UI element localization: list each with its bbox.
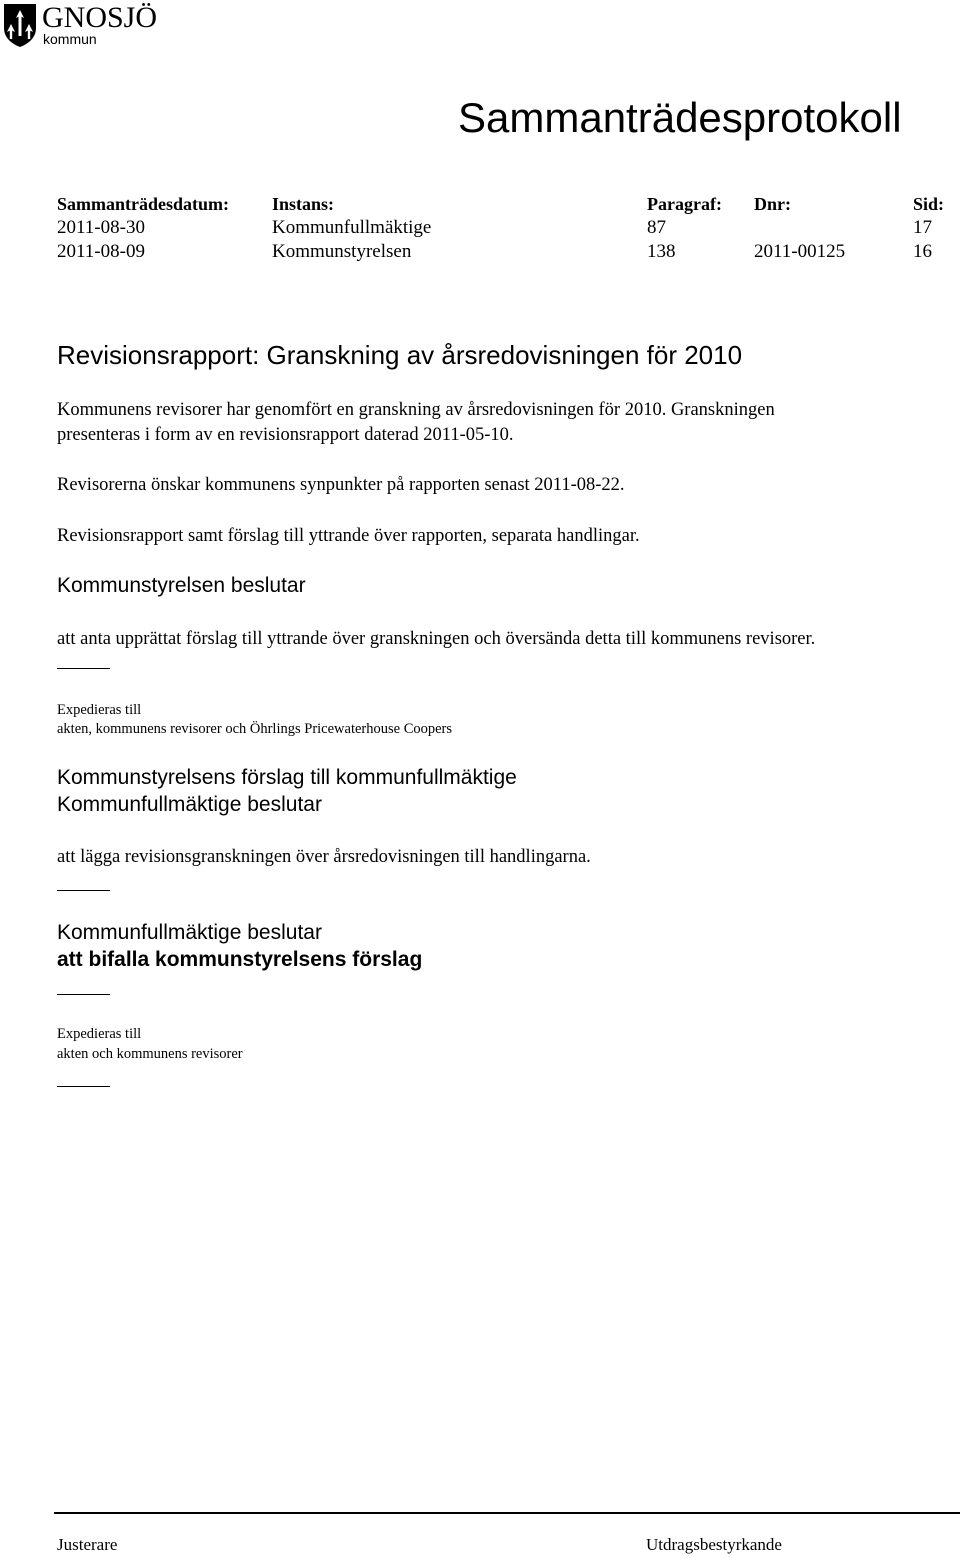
meta-row-paragraph: 138 (647, 241, 676, 262)
body-paragraph: Kommunens revisorer har genomfört en granskning av årsredovisningen för 2010. Granskningen (57, 400, 775, 420)
meta-header-dnr: Dnr: (754, 194, 791, 214)
distribution-label: Expedieras till (57, 1026, 142, 1042)
meta-row-paragraph: 87 (647, 217, 666, 238)
meta-row-page: 16 (913, 241, 932, 262)
meta-row-page: 17 (913, 217, 932, 238)
section-heading: Revisionsrapport: Granskning av årsredovisningen för 2010 (57, 340, 743, 370)
meta-header-page: Sid: (913, 194, 945, 214)
logo-subtitle: kommun (43, 31, 97, 47)
footer-certification-label: Utdragsbestyrkande (646, 1535, 782, 1554)
distribution-recipients: akten och kommunens revisorer (57, 1046, 243, 1062)
meta-row-date: 2011-08-30 (57, 217, 145, 238)
decision-text: att anta upprättat förslag till yttrande över granskningen och översända detta till kommunens revisorer. (57, 629, 816, 649)
separator-rule (57, 668, 110, 669)
decision-text-bold: att bifalla kommunstyrelsens förslag (57, 948, 423, 971)
decision-heading: Kommunstyrelsen beslutar (57, 574, 306, 597)
coat-of-arms-icon (2, 2, 38, 48)
body-paragraph: presenteras i form av en revisionsrapport daterad 2011-05-10. (57, 425, 514, 445)
decision-text: att lägga revisionsgranskningen över årsredovisningen till handlingarna. (57, 847, 591, 867)
distribution-label: Expedieras till (57, 702, 142, 718)
proposal-heading: Kommunstyrelsens förslag till kommunfullmäktige (57, 766, 517, 789)
body-paragraph: Revisionsrapport samt förslag till yttrande över rapporten, separata handlingar. (57, 526, 640, 546)
meta-row-instance: Kommunstyrelsen (272, 241, 412, 262)
meta-header-date: Sammanträdesdatum: (57, 194, 230, 214)
separator-rule (57, 890, 110, 891)
footer-signature-label: Justerare (57, 1535, 118, 1554)
meta-row-date: 2011-08-09 (57, 241, 145, 262)
decision-heading: Kommunfullmäktige beslutar (57, 921, 322, 944)
document-title: Sammanträdesprotokoll (458, 94, 902, 141)
decision-heading: Kommunfullmäktige beslutar (57, 793, 322, 816)
municipality-logo (0, 0, 175, 50)
logo-name: GNOSJÖ (42, 1, 158, 34)
meta-row-instance: Kommunfullmäktige (272, 217, 432, 238)
meta-row-dnr: 2011-00125 (754, 241, 846, 262)
body-paragraph: Revisorerna önskar kommunens synpunkter på rapporten senast 2011-08-22. (57, 475, 625, 495)
meta-header-instance: Instans: (272, 194, 335, 214)
footer-rule (54, 1512, 960, 1514)
meta-header-paragraph: Paragraf: (647, 194, 722, 214)
distribution-recipients: akten, kommunens revisorer och Öhrlings Pricewaterhouse Coopers (57, 721, 453, 737)
separator-rule (57, 1086, 110, 1087)
separator-rule (57, 994, 110, 995)
